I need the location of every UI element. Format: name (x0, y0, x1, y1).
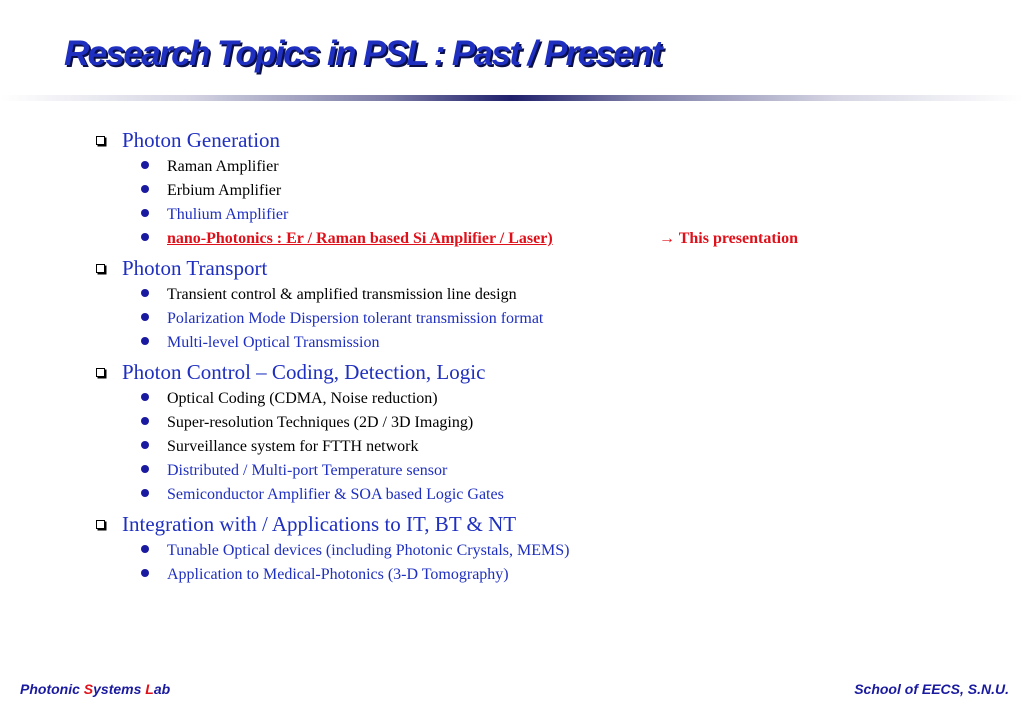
title-divider (0, 95, 1023, 101)
list-item (141, 461, 447, 481)
list-item (141, 389, 438, 409)
bullet-dot-icon (141, 337, 149, 345)
list-item (141, 285, 517, 305)
bullet-dot-icon (141, 209, 149, 217)
list-item-text: Erbium Amplifier (167, 182, 282, 199)
list-item (141, 205, 288, 225)
slide-title: Research Topics in PSL : Past / Present (64, 34, 662, 73)
list-item (141, 541, 569, 561)
list-item-text: Polarization Mode Dispersion tolerant transmission format (167, 310, 544, 327)
highlighted-topic-link[interactable]: nano-Photonics : Er / Raman based Si Amplifier / Laser) (167, 230, 553, 247)
list-item-text: Distributed / Multi-port Temperature sensor (167, 462, 448, 479)
bullet-dot-icon (141, 489, 149, 497)
checkbox-bullet-icon (96, 520, 105, 529)
checkbox-bullet-icon (96, 136, 105, 145)
list-item (141, 333, 379, 353)
list-item (141, 437, 419, 457)
bullet-dot-icon (141, 393, 149, 401)
bullet-dot-icon (141, 569, 149, 577)
list-item (141, 229, 553, 249)
bullet-dot-icon (141, 185, 149, 193)
section-integration (96, 512, 516, 536)
list-item-text: Thulium Amplifier (167, 206, 289, 223)
checkbox-bullet-icon (96, 264, 105, 273)
bullet-dot-icon (141, 313, 149, 321)
list-item-text: Super-resolution Techniques (2D / 3D Imaging) (167, 414, 474, 431)
footer-lab-name: Photonic Systems Lab (20, 681, 171, 697)
list-item (141, 181, 281, 201)
list-item (141, 413, 473, 433)
section-photon-generation (96, 128, 280, 152)
bullet-dot-icon (141, 289, 149, 297)
bullet-dot-icon (141, 545, 149, 553)
list-item-text: Surveillance system for FTTH network (167, 438, 419, 455)
list-item-text: Transient control & amplified transmission line design (167, 286, 517, 303)
bullet-dot-icon (141, 233, 149, 241)
bullet-dot-icon (141, 161, 149, 169)
section-label: Photon Generation (122, 128, 281, 152)
list-item-text: Multi-level Optical Transmission (167, 334, 380, 351)
list-item-text: Optical Coding (CDMA, Noise reduction) (167, 390, 438, 407)
list-item-text: Application to Medical-Photonics (3-D Tomography) (167, 566, 509, 583)
list-item (141, 309, 543, 329)
bullet-dot-icon (141, 441, 149, 449)
list-item (141, 565, 509, 585)
section-label: Integration with / Applications to IT, BT & NT (122, 512, 517, 536)
section-photon-control (96, 360, 485, 384)
list-item-text: Tunable Optical devices (including Photonic Crystals, MEMS) (167, 542, 570, 559)
section-photon-transport (96, 256, 267, 280)
footer-school-name: School of EECS, S.N.U. (854, 681, 1009, 697)
list-item-text: Semiconductor Amplifier & SOA based Logic Gates (167, 486, 504, 503)
bullet-dot-icon (141, 465, 149, 473)
section-label: Photon Transport (122, 256, 268, 280)
bullet-dot-icon (141, 417, 149, 425)
list-item (141, 485, 504, 505)
presentation-note: → This presentation (659, 230, 798, 247)
section-label: Photon Control – Coding, Detection, Logic (122, 360, 486, 384)
list-item-text: Raman Amplifier (167, 158, 279, 175)
list-item (141, 157, 279, 177)
checkbox-bullet-icon (96, 368, 105, 377)
